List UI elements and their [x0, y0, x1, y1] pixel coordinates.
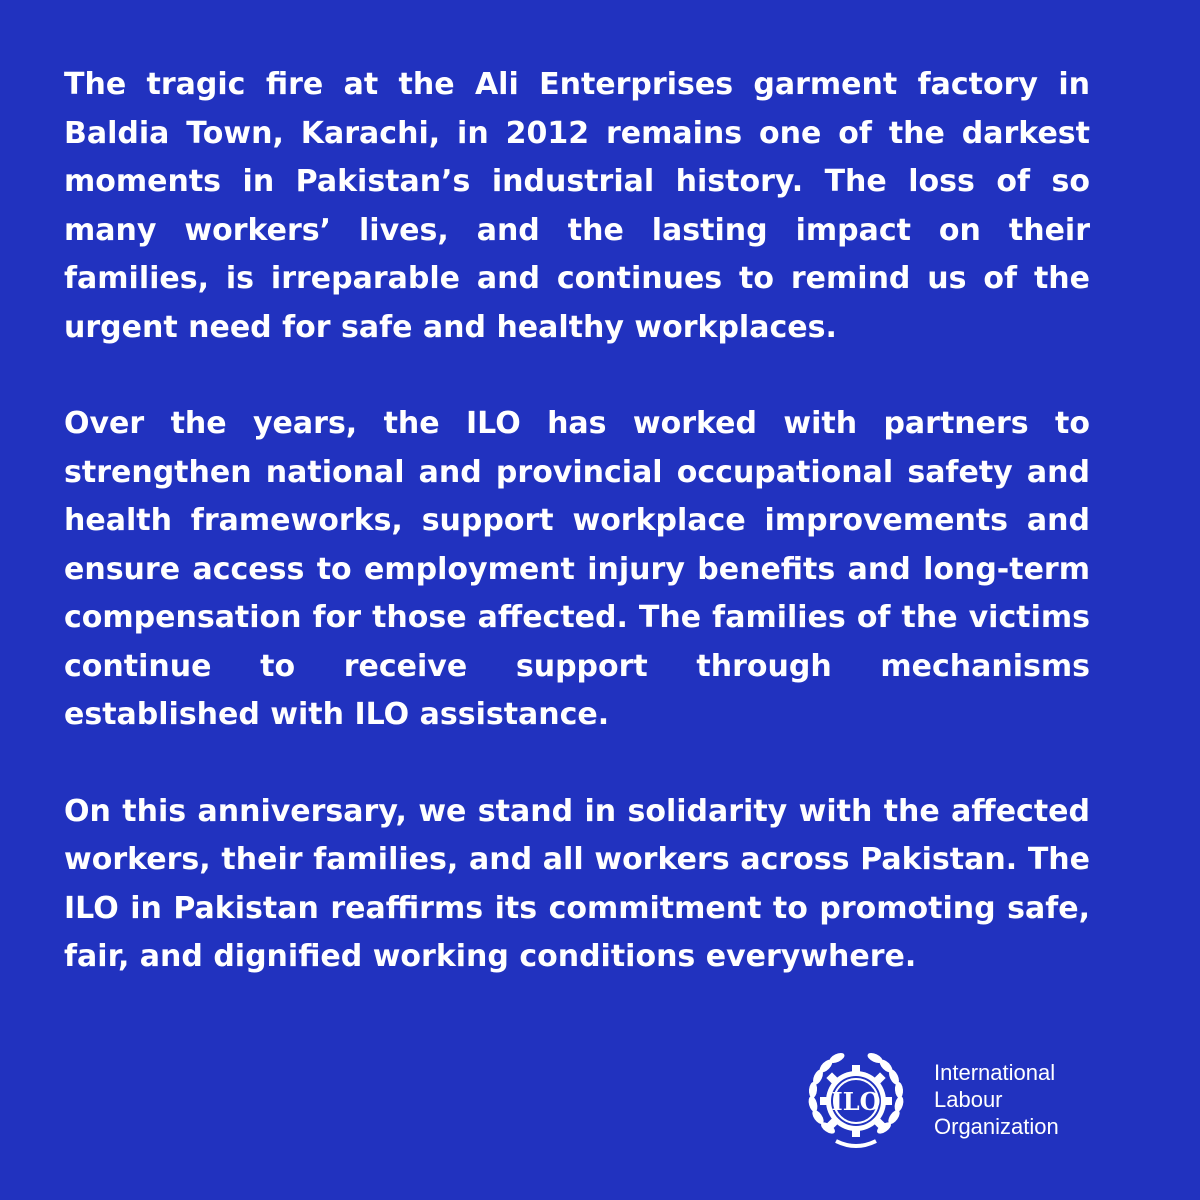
- organization-name-line-1: International: [934, 1059, 1056, 1085]
- organization-name: [934, 1059, 1059, 1140]
- ilo-logo: [800, 1040, 1100, 1158]
- ilo-emblem-icon: [800, 1043, 912, 1155]
- ilo-emblem-text: ILO: [831, 1087, 881, 1116]
- organization-name-line-3: Organization: [934, 1113, 1059, 1139]
- organization-name-line-2: Labour: [934, 1086, 1003, 1112]
- statement-text: [64, 61, 1090, 1030]
- paragraph-3: On this anniversary, we stand in solidarity with the affected workers, their families, and all workers across Pakistan. The ILO in Pakistan reaffirms its commitment to promoting safe, fair, and dignified working conditions everywhere.: [64, 793, 1090, 974]
- paragraph-2: Over the years, the ILO has worked with partners to strengthen national and provincial occupational safety and health frameworks, support workplace improvements and ensure access to employment injury benefits and long-term compensation for those affected. The families of the victims continue to receive support through mechanisms established with ILO assistance.: [64, 406, 1090, 732]
- paragraph-1: The tragic fire at the Ali Enterprises garment factory in Baldia Town, Karachi, in 2012 remains one of the darkest moments in Pakistan’s industrial history. The loss of so many workers’ lives, and the lasting impact on their families, is irreparable and continues to remind us of the urgent need for safe and healthy workplaces.: [64, 67, 1090, 345]
